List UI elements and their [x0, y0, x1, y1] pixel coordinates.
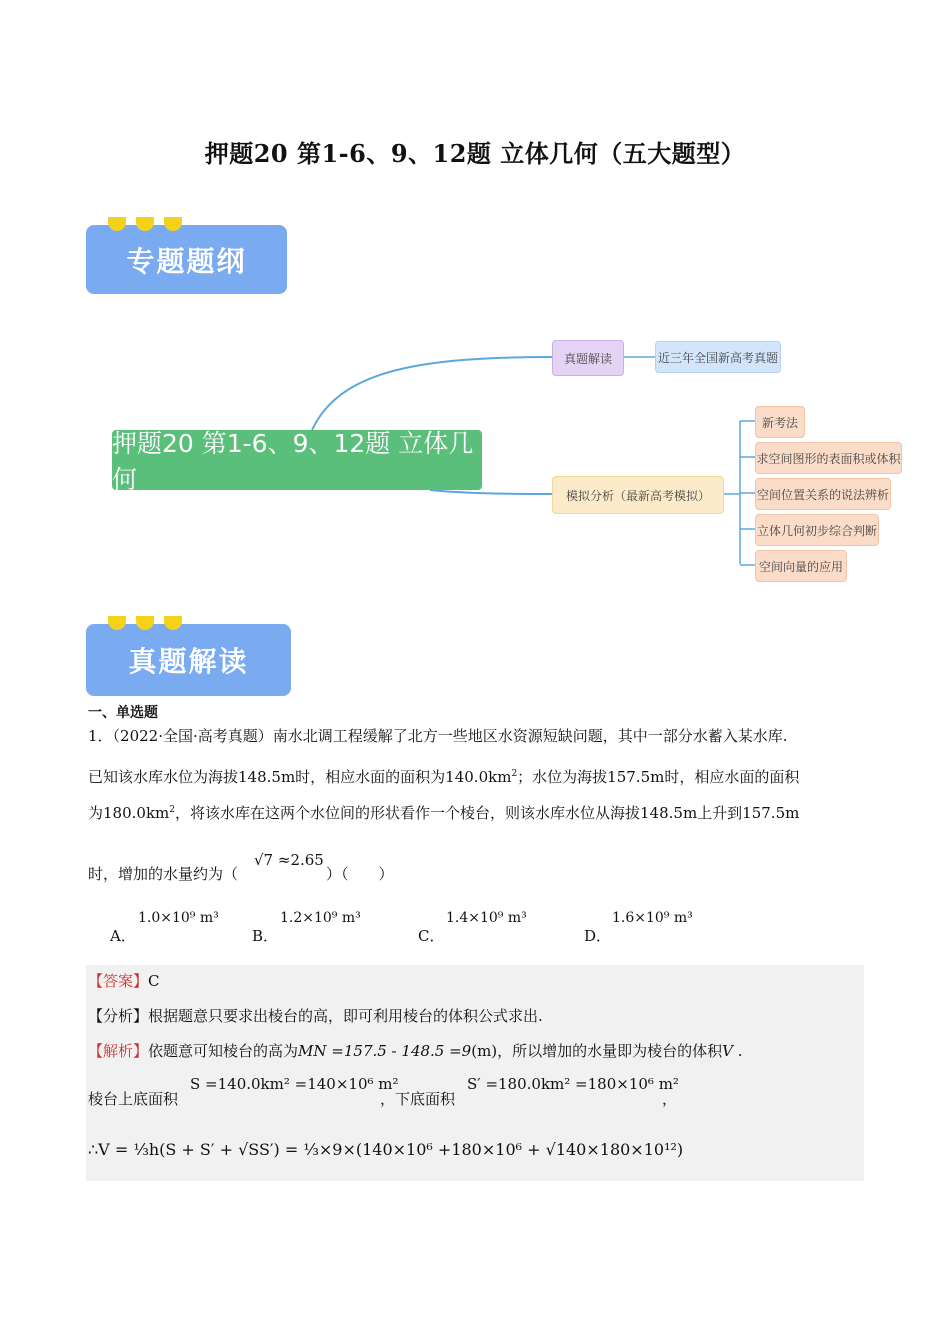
top-area-formula: S =140.0km² =140×10⁶ m²: [190, 1075, 399, 1093]
question-line-1: 1．（2022·全国·高考真题）南水北调工程缓解了北方一些地区水资源短缺问题，其中一部分水蓄入某水库.: [88, 727, 788, 745]
banner-label: 真题解读: [128, 645, 249, 678]
banner-decoration: [108, 616, 182, 630]
bottom-area-formula: S′ =180.0km² =180×10⁶ m²: [467, 1075, 679, 1093]
mindmap-leaf-solid-geometry: 立体几何初步综合判断: [755, 514, 879, 546]
connector-branch1: [312, 357, 552, 430]
solution-line: 【解析】依题意可知棱台的高为MN =157.5 - 148.5 =9(m)，所以增加的水量即为棱台的体积V .: [88, 1042, 743, 1060]
mindmap-leaf-surface-volume: 求空间图形的表面积或体积: [755, 442, 902, 474]
option-d-value[interactable]: 1.6×10⁹ m³: [612, 910, 693, 926]
section-banner-outline: [86, 225, 287, 294]
bottom-area-label: ，下底面积: [380, 1090, 456, 1108]
section-banner-real-exam: [86, 624, 291, 696]
option-b-value[interactable]: 1.2×10⁹ m³: [280, 910, 361, 926]
mindmap-leaf-recent-exams: 近三年全国新高考真题: [655, 341, 781, 373]
mindmap-root: 押题20 第1-6、9、12题 立体几何: [112, 430, 482, 490]
option-b-letter[interactable]: B．: [252, 927, 279, 945]
question-line-4-end: ）（ ）: [326, 865, 394, 883]
banner-label: 专题题纲: [126, 244, 247, 278]
banner-decoration: [108, 217, 182, 231]
question-line-4: 时，增加的水量约为（: [88, 865, 239, 883]
mindmap-branch-simulation: 模拟分析（最新高考模拟）: [552, 476, 724, 514]
mindmap-leaf-space-vectors: 空间向量的应用: [755, 550, 847, 582]
option-a-letter[interactable]: A．: [110, 927, 136, 945]
option-a-value[interactable]: 1.0×10⁹ m³: [138, 910, 219, 926]
top-area-label: 棱台上底面积: [88, 1090, 179, 1108]
mindmap-branch-real-exam: 真题解读: [552, 340, 624, 376]
comma: ，: [662, 1090, 678, 1108]
analysis-line: 【分析】根据题意只要求出棱台的高，即可利用棱台的体积公式求出.: [88, 1007, 543, 1025]
option-d-letter[interactable]: D．: [584, 927, 612, 945]
volume-formula: ∴V = ⅓h(S + S′ + √SS′) = ⅓×9×(140×10⁶ +180×10⁶ + √140×180×10¹²): [88, 1140, 684, 1159]
page-title: 押题20 第1-6、9、12题 立体几何（五大题型）: [204, 139, 746, 168]
mindmap-leaf-new-method: 新考法: [755, 406, 805, 438]
question-line-3: 为$180.0km^2$，将该水库在这两个水位间的形状看作一个棱台，则该水库水位从海拔148.5m上升到157.5m: [88, 804, 800, 822]
sqrt-approx: √7 ≈2.65: [254, 851, 324, 869]
connector-branch2-trunk: [722, 421, 740, 564]
answer-line: 【答案】C: [88, 972, 160, 990]
mindmap-leaf-spatial-relations: 空间位置关系的说法辨析: [755, 478, 891, 510]
option-c-value[interactable]: 1.4×10⁹ m³: [446, 910, 527, 926]
question-line-2: 已知该水库水位为海拔148.5m时，相应水面的面积为$140.0km^2$；水位为海拔157.5m时，相应水面的面积: [88, 768, 800, 786]
section-heading: 一、单选题: [88, 705, 158, 721]
option-c-letter[interactable]: C．: [418, 927, 445, 945]
